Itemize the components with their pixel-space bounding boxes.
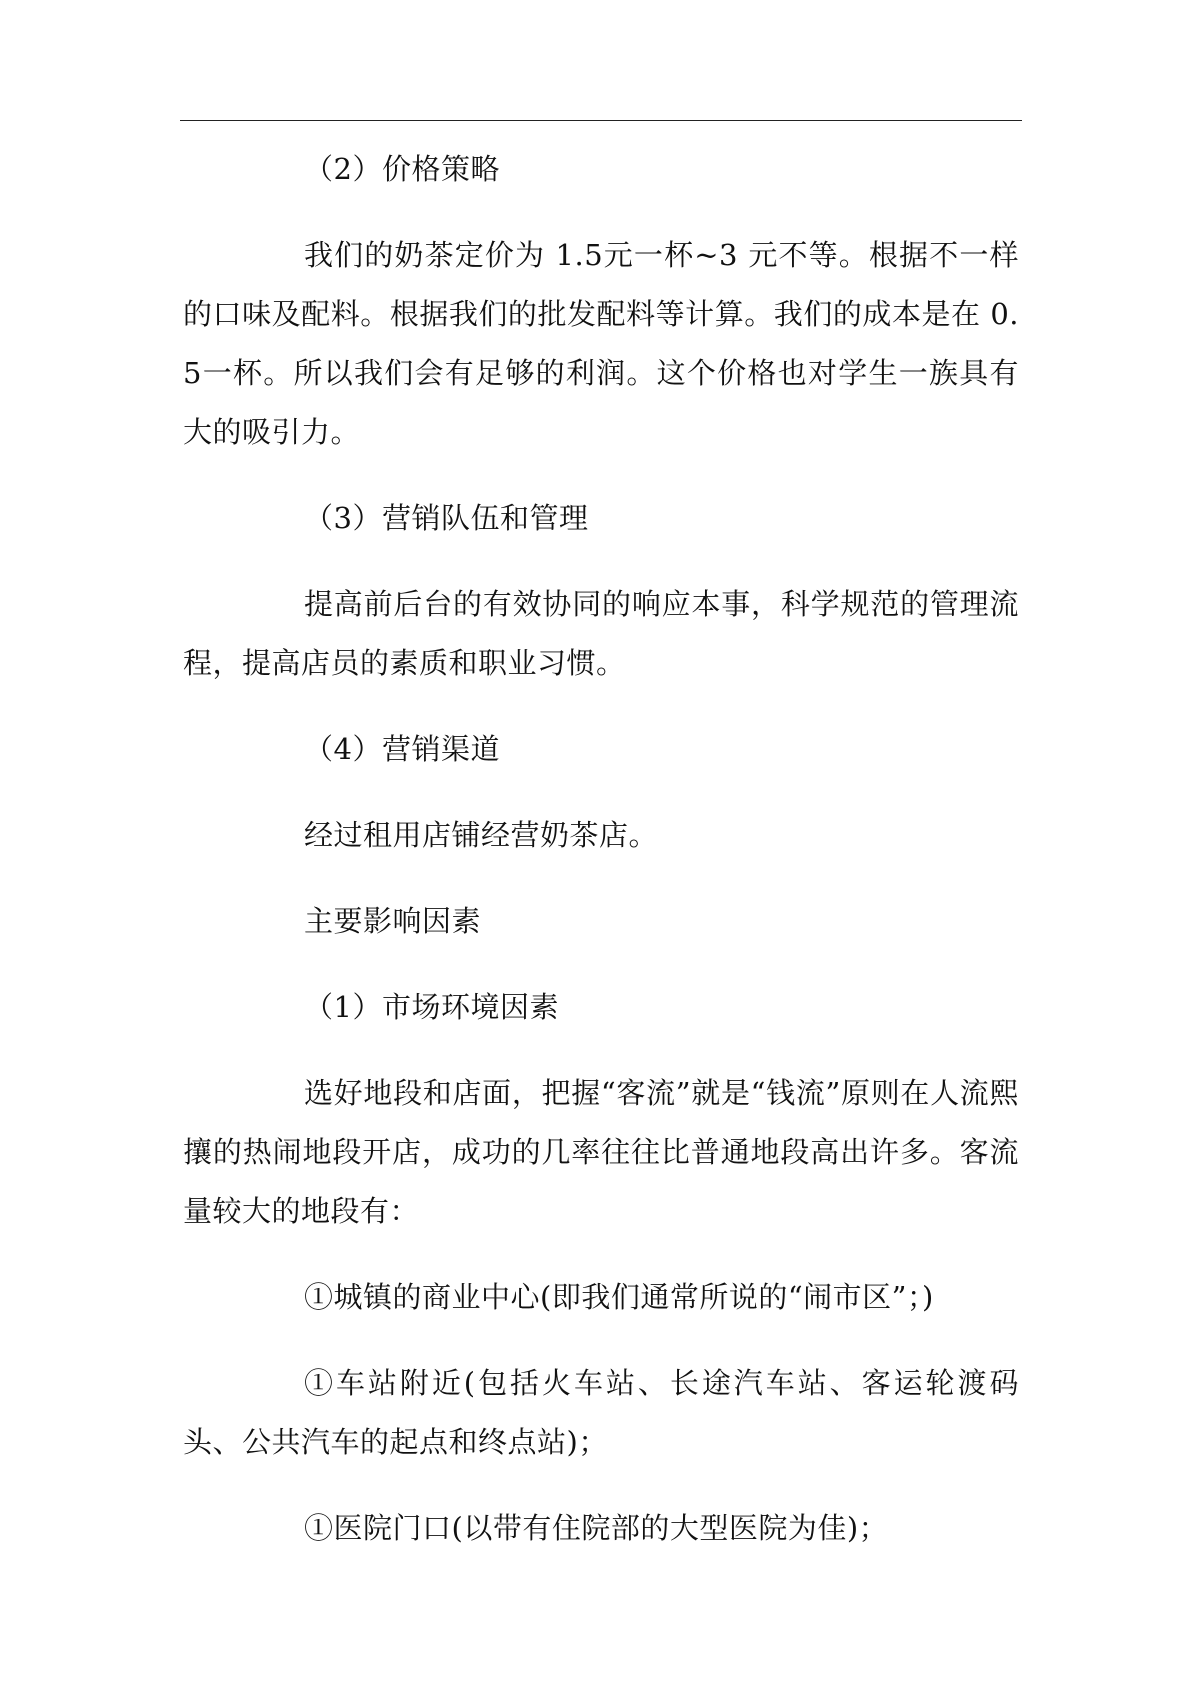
list-item-hospitals: ①医院门口(以带有住院部的大型医院为佳)； bbox=[304, 1511, 889, 1545]
heading-marketing-channel: （4）营销渠道 bbox=[304, 732, 500, 766]
heading-marketing-team: （3）营销队伍和管理 bbox=[304, 501, 589, 535]
paragraph-management: 提高前后台的有效协同的响应本事，科学规范的管理流程，提高店员的素质和职业习惯。 bbox=[183, 587, 1019, 680]
header-rule bbox=[180, 120, 1022, 121]
heading-market-environment: （1）市场环境因素 bbox=[304, 990, 559, 1024]
heading-price-strategy: （2）价格策略 bbox=[304, 152, 500, 186]
paragraph-channel: 经过租用店铺经营奶茶店。 bbox=[304, 818, 659, 852]
heading-main-factors: 主要影响因素 bbox=[304, 904, 482, 938]
paragraph-location: 选好地段和店面，把握“客流”就是“钱流”原则在人流熙攘的热闹地段开店，成功的几率往往比普通地段高出许多。客流量较大的地段有： bbox=[183, 1076, 1019, 1228]
paragraph-pricing: 我们的奶茶定价为 1.5元一杯~3 元不等。根据不一样的口味及配料。根据我们的批发配料等计算。我们的成本是在 0.5一杯。所以我们会有足够的利润。这个价格也对学生一族具有大的吸引力。 bbox=[183, 238, 1019, 449]
list-item-commercial-center: ①城镇的商业中心(即我们通常所说的“闹市区”；) bbox=[304, 1280, 934, 1314]
document-body bbox=[183, 140, 1019, 1558]
list-item-stations: ①车站附近(包括火车站、长途汽车站、客运轮渡码头、公共汽车的起点和终点站)； bbox=[183, 1366, 1019, 1459]
